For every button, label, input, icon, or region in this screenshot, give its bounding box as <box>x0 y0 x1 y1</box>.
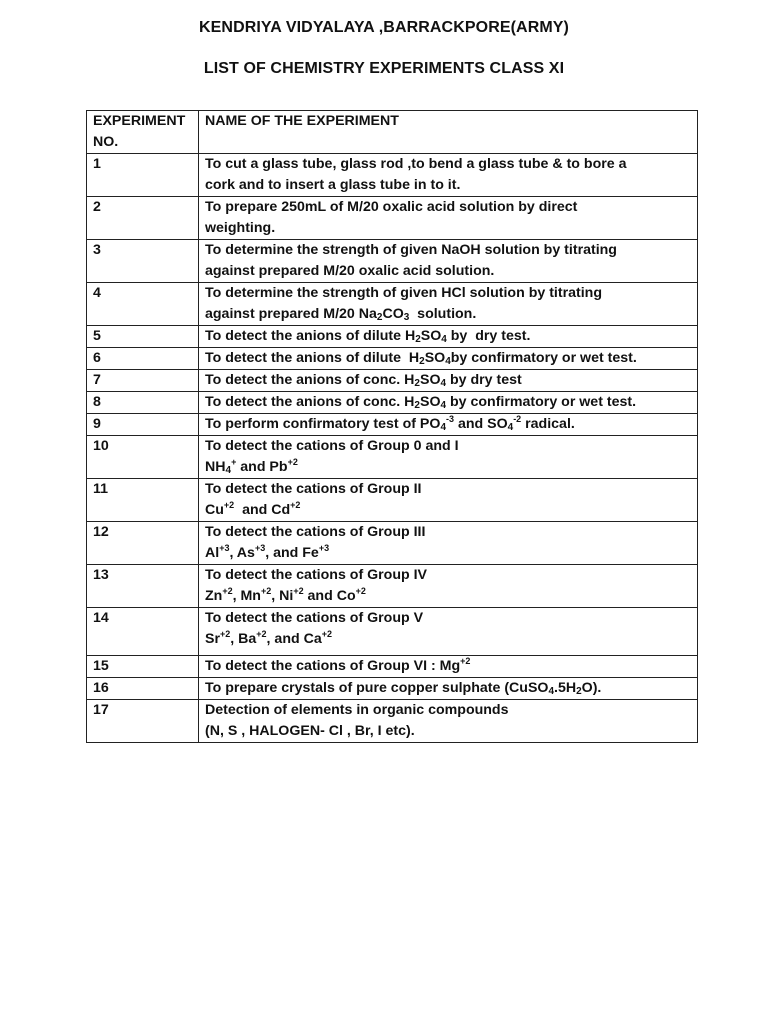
table-row <box>87 700 698 743</box>
experiment-name: To detect the cations of Group IV $Zn^{+2}$, $Mn^{+2}$, $Ni^{+2}$ and $Co^{+2}$ <box>199 565 698 608</box>
table-row <box>87 197 698 240</box>
table-row <box>87 522 698 565</box>
experiment-no: 7 <box>87 370 199 392</box>
experiment-name: To prepare crystals of pure copper sulphate $(CuSO_4.5H_2O)$. <box>199 678 698 700</box>
table-row <box>87 414 698 436</box>
experiment-no: 10 <box>87 436 199 479</box>
experiment-no: 17 <box>87 700 199 743</box>
experiment-no: 2 <box>87 197 199 240</box>
experiment-no: 9 <box>87 414 199 436</box>
experiment-name: To perform confirmatory test of $PO_4^{-3}$ and $SO_4^{-2}$ radical. <box>199 414 698 436</box>
table-row <box>87 283 698 326</box>
table-row <box>87 370 698 392</box>
experiment-name: To determine the strength of given NaOH solution by titrating against prepared M/20 oxalic acid solution. <box>199 240 698 283</box>
experiment-no: 8 <box>87 392 199 414</box>
experiment-no: 15 <box>87 656 199 678</box>
table-row <box>87 240 698 283</box>
table-row <box>87 608 698 656</box>
experiment-no: 13 <box>87 565 199 608</box>
table-row <box>87 565 698 608</box>
experiment-name: To detect the cations of Group 0 and I $NH_4^+$ and $Pb^{+2}$ <box>199 436 698 479</box>
experiment-name: To detect the cations of Group VI : $Mg^{+2}$ <box>199 656 698 678</box>
experiment-name: To detect the anions of dilute $H_2SO_4by$ confirmatory or wet test. <box>199 348 698 370</box>
header-experiment-name: NAME OF THE EXPERIMENT <box>199 111 698 154</box>
experiment-no: 4 <box>87 283 199 326</box>
table-row <box>87 392 698 414</box>
experiment-name: To cut a glass tube, glass rod ,to bend a glass tube & to bore a cork and to insert a glass tube in to it. <box>199 154 698 197</box>
table-row <box>87 656 698 678</box>
table-row <box>87 436 698 479</box>
experiment-name: To detect the anions of dilute $H_2SO_4$ by dry test. <box>199 326 698 348</box>
header-experiment-no: EXPERIMENT NO. <box>87 111 199 154</box>
experiment-name: To detect the cations of Group II $Cu^{+2}$ and $Cd^{+2}$ <box>199 479 698 522</box>
experiment-name: To detect the anions of conc. $H_2SO_4$ by confirmatory or wet test. <box>199 392 698 414</box>
school-name: KENDRIYA VIDYALAYA ,BARRACKPORE(ARMY) <box>199 19 569 36</box>
experiment-no: 14 <box>87 608 199 656</box>
table-row <box>87 326 698 348</box>
experiment-name: To detect the cations of Group III $Al^{+3}$, $As^{+3}$, and $Fe^{+3}$ <box>199 522 698 565</box>
table-row <box>87 154 698 197</box>
experiment-no: 6 <box>87 348 199 370</box>
experiment-name: To detect the cations of Group V $Sr^{+2}$, $Ba^{+2}$, and $Ca^{+2}$ <box>199 608 698 656</box>
experiments-table <box>86 110 698 743</box>
experiment-no: 5 <box>87 326 199 348</box>
table-row <box>87 348 698 370</box>
list-title: LIST OF CHEMISTRY EXPERIMENTS CLASS XI <box>203 60 565 77</box>
experiment-no: 3 <box>87 240 199 283</box>
table-row <box>87 678 698 700</box>
table-row <box>87 479 698 522</box>
experiment-no: 12 <box>87 522 199 565</box>
experiment-name: To detect the anions of conc. $H_2SO_4$ by dry test <box>199 370 698 392</box>
table-header-row <box>87 111 698 154</box>
experiment-name: To determine the strength of given HCl solution by titrating against prepared M/20 $Na_2CO_3$ solution. <box>199 283 698 326</box>
experiment-name: Detection of elements in organic compounds (N, S , HALOGEN- Cl , Br, I etc). <box>199 700 698 743</box>
experiment-no: 1 <box>87 154 199 197</box>
experiment-no: 11 <box>87 479 199 522</box>
experiment-no: 16 <box>87 678 199 700</box>
experiment-name: To prepare 250mL of M/20 oxalic acid solution by direct weighting. <box>199 197 698 240</box>
